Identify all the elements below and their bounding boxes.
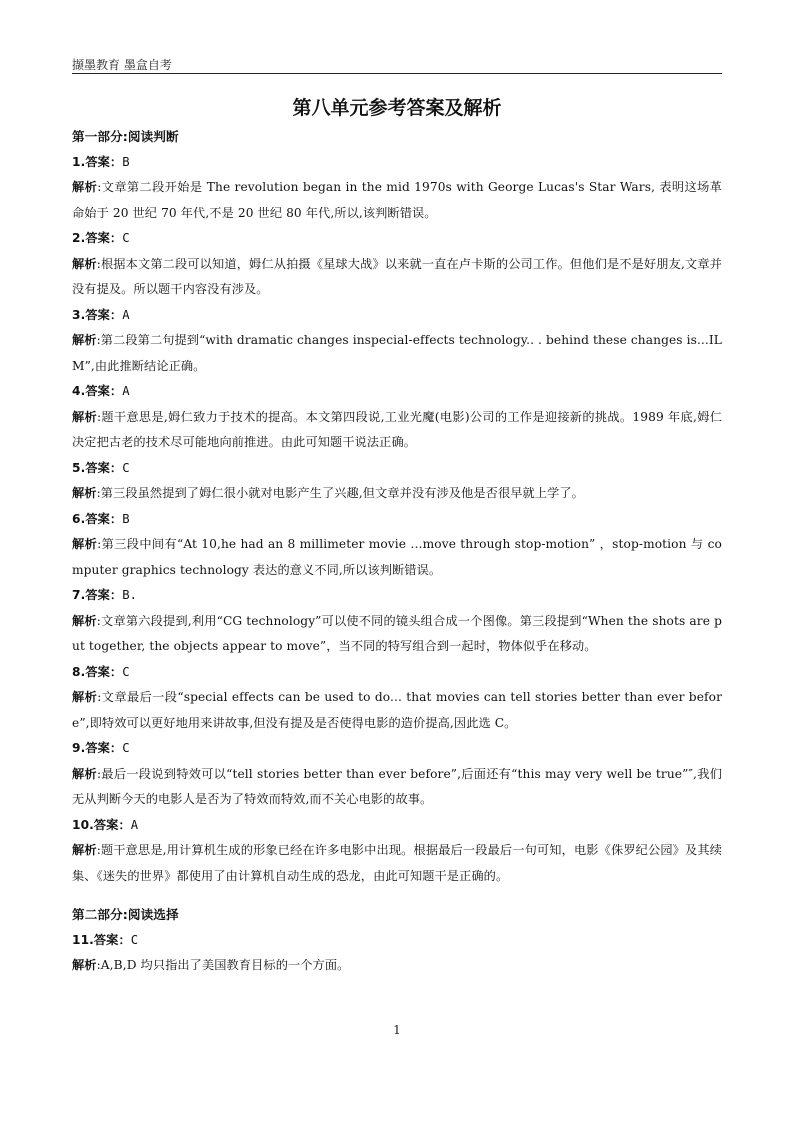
analysis-label: 解析 — [72, 613, 97, 628]
section-spacer — [72, 889, 722, 902]
analysis-label: 解析 — [72, 766, 97, 781]
analysis-text: :第三段中间有“At 10,he had an 8 millimeter movie …move through stop-motion” ，stop-motion 与 computer graphics technology 表达的意义不同,所以该判断错误。 — [72, 537, 722, 577]
header-rule — [72, 73, 722, 74]
analysis-paragraph — [72, 838, 722, 889]
answer-line — [72, 813, 722, 839]
question-number: 1. — [72, 154, 86, 169]
question-number: 2. — [72, 231, 86, 245]
answer-value: B — [122, 154, 130, 169]
answer-line — [72, 928, 722, 954]
answer-value: B — [122, 511, 130, 526]
section-title: 第二部分:阅读选择 — [72, 907, 179, 922]
question-number: 7. — [72, 588, 86, 602]
answer-value: B. — [122, 588, 138, 602]
analysis-text: :文章第六段提到,利用“CG technology”可以使不同的镜头组合成一个图像。第三段提到“When the shots are put together, the objects appear to move”，当不同的特写组合到一起时，物体似乎在移动。 — [72, 613, 722, 653]
question-number: 5. — [72, 460, 86, 475]
answer-label: 答案： — [85, 511, 123, 526]
answer-label: 答案： — [85, 741, 123, 755]
document-body — [72, 124, 722, 979]
answer-value: C — [122, 664, 130, 679]
answer-label: 答案： — [85, 154, 123, 169]
analysis-text: :第三段虽然提到了姆仁很小就对电影产生了兴趣,但文章并没有涉及他是否很早就上学了。 — [96, 486, 584, 500]
analysis-text: :根据本文第二段可以知道，姆仁从拍摄《星球大战》以来就一直在卢卡斯的公司工作。但他们是不是好朋友,文章并没有提及。所以题干内容没有涉及。 — [72, 256, 722, 296]
question-number: 3. — [72, 307, 86, 322]
analysis-text: :最后一段说到特效可以“tell stories better than ever before”,后面还有“this may very well be true”″,我们无从判断今天的电影人是否为了特效而特效,而不关心电影的故事。 — [72, 766, 722, 806]
analysis-label: 解析 — [72, 486, 97, 500]
analysis-label: 解析 — [72, 256, 97, 271]
analysis-label: 解析 — [72, 958, 97, 972]
question-number: 9. — [72, 741, 86, 755]
answer-label: 答案： — [85, 231, 123, 245]
answer-value: A — [130, 817, 139, 832]
answer-value: A — [122, 384, 130, 398]
analysis-text: :题干意思是,姆仁致力于技术的提高。本文第四段说,工业光魔(电影)公司的工作是迎接新的挑战。1989 年底,姆仁决定把古老的技术尽可能地向前推进。由此可知题干说法正确。 — [72, 409, 722, 449]
analysis-label: 解析 — [72, 409, 97, 424]
section-title: 第一部分:阅读判断 — [72, 129, 179, 144]
analysis-text: :题干意思是,用计算机生成的形象已经在许多电影中出现。根据最后一段最后一句可知，电影《侏罗纪公园》及其续集、《迷失的世界》都使用了由计算机自动生成的恐龙，由此可知题干是正确的。 — [72, 843, 722, 883]
answer-label: 答案： — [93, 817, 131, 832]
answer-line — [72, 456, 722, 482]
analysis-paragraph — [72, 532, 722, 583]
analysis-label: 解析 — [72, 690, 98, 704]
analysis-paragraph — [72, 762, 722, 813]
analysis-paragraph — [72, 252, 722, 303]
analysis-paragraph — [72, 685, 722, 736]
page-header: 撷墨教育 墨盒自考 — [72, 58, 172, 72]
answer-line — [72, 507, 722, 533]
analysis-paragraph — [72, 175, 722, 226]
answer-value: C — [130, 932, 139, 947]
answer-label: 答案： — [85, 588, 123, 602]
answer-value: A — [122, 307, 130, 322]
answer-line — [72, 226, 722, 252]
answer-label: 答案： — [85, 664, 123, 679]
question-number: 4. — [72, 384, 86, 398]
question-number: 10. — [72, 817, 94, 832]
analysis-label: 解析 — [72, 180, 98, 194]
answer-line — [72, 583, 722, 609]
answer-value: C — [122, 460, 130, 475]
answer-label: 答案： — [85, 384, 123, 398]
answer-line — [72, 150, 722, 176]
analysis-paragraph — [72, 405, 722, 456]
answer-line — [72, 379, 722, 405]
analysis-paragraph — [72, 953, 722, 979]
answer-label: 答案： — [85, 460, 123, 475]
answer-line — [72, 660, 722, 686]
analysis-text: :文章第二段开始是 The revolution began in the mid 1970s with George Lucas's Star Wars, 表明这场革命始于 20 世纪 70 年代,不是 20 世纪 80 年代,所以,该判断错误。 — [72, 180, 722, 220]
question-number: 6. — [72, 511, 86, 526]
analysis-text: :第二段第二句提到“with dramatic changes inspecial-effects technology.. . behind these changes is...ILM”,由此推断结论正确。 — [72, 333, 722, 373]
analysis-label: 解析 — [72, 843, 97, 857]
question-number: 8. — [72, 664, 86, 679]
page-number: 1 — [393, 1023, 401, 1037]
answer-value: C — [122, 741, 130, 755]
analysis-paragraph — [72, 328, 722, 379]
answer-value: C — [122, 231, 130, 245]
question-number: 11. — [72, 932, 94, 947]
analysis-text: :文章最后一段“special effects can be used to do... that movies can tell stories better than ever before”,即特效可以更好地用来讲故事,但没有提及是否使得电影的造价提高,因此选 C。 — [72, 690, 722, 730]
answer-label: 答案： — [85, 307, 123, 322]
analysis-label: 解析 — [72, 537, 98, 551]
analysis-paragraph — [72, 481, 722, 507]
answer-line — [72, 303, 722, 329]
answer-label: 答案： — [93, 932, 131, 947]
analysis-paragraph — [72, 609, 722, 660]
answer-line — [72, 736, 722, 762]
analysis-label: 解析 — [72, 333, 97, 347]
document-title: 第八单元参考答案及解析 — [292, 97, 502, 119]
analysis-text: :A,B,D 均只指出了美国教育目标的一个方面。 — [96, 958, 350, 972]
